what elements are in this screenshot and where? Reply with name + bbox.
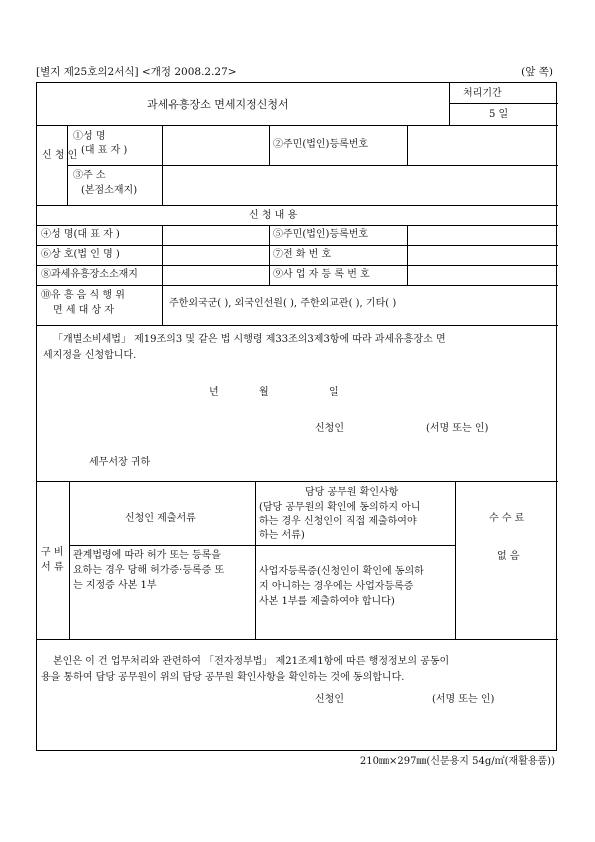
statement-sign[interactable]: (서명 또는 인) (426, 423, 489, 434)
addressee: 세무서장 귀하 (89, 457, 151, 468)
check-header-note-2: 하는 경우 신청인이 직접 제출하여야 (259, 516, 417, 527)
detail-name-field[interactable] (163, 226, 268, 244)
consent-applicant: 신청인 (315, 694, 344, 705)
detail-reg-field[interactable] (408, 226, 556, 244)
documents-section-label: 구 비 (41, 547, 64, 558)
statement-line-2: 세지정을 신청합니다. (43, 350, 137, 361)
exemption-target-label: ⑩유 흥 음 식 행 위 (41, 290, 125, 301)
fee-header: 수 수 료 (489, 513, 525, 524)
consent-sign[interactable]: (서명 또는 인) (432, 694, 495, 705)
business-number-label: ⑨사 업 자 등 록 번 호 (273, 269, 370, 280)
check-header-note-3: 하는 서류) (259, 530, 305, 541)
phone-field[interactable] (408, 246, 556, 264)
exemption-target-options[interactable]: 주한외국군( ), 외국인선원( ), 주한외교관( ), 기타( ) (169, 298, 397, 309)
details-heading: 신 청 내 용 (249, 210, 298, 221)
name-label-sub: (대 표 자 ) (81, 145, 128, 156)
address-label-sub: (본점소재지) (81, 185, 138, 196)
location-field[interactable] (163, 266, 268, 284)
submit-doc-line-1: 관계법령에 따라 허가 또는 등록을 (73, 550, 221, 561)
trade-name-label: ⑥상 호(법 인 명 ) (41, 249, 120, 260)
applicant-name-field[interactable] (163, 127, 268, 163)
form-number: [별지 제25호의2서식] <개정 2008.2.27> (36, 66, 237, 78)
page-side: (앞 쪽) (521, 66, 553, 78)
detail-reg-label: ⑤주민(법인)등록번호 (273, 229, 369, 240)
form-title: 과세유흥장소 면세지정신청서 (147, 98, 289, 111)
processing-period-value: 5 일 (489, 109, 509, 120)
submit-header: 신청인 제출서류 (125, 513, 196, 524)
check-doc-line-3: 사본 1부를 제출하여야 합니다) (259, 596, 395, 607)
check-doc-line-2: 지 아니하는 경우에는 사업자등록증 (259, 581, 414, 592)
trade-name-field[interactable] (163, 246, 268, 264)
applicant-reg-label: ②주민(법인)등록번호 (273, 139, 369, 150)
name-label: ①성 명 (73, 131, 106, 142)
submit-doc-line-3: 는 지정증 사본 1부 (73, 580, 157, 591)
statement-applicant: 신청인 (315, 423, 344, 434)
applicant-section-label: 신 청 인 (42, 150, 78, 161)
phone-label: ⑦전 화 번 호 (273, 249, 332, 260)
date-day: 일 (329, 387, 339, 398)
fee-value: 없 음 (497, 551, 520, 562)
documents-section-label-sub: 서 류 (41, 562, 64, 573)
address-label: ③주 소 (73, 170, 106, 181)
check-header: 담당 공무원 확인사항 (305, 487, 399, 498)
applicant-reg-field[interactable] (408, 127, 556, 163)
date-year: 년 (209, 387, 219, 398)
date-month: 월 (259, 387, 269, 398)
statement-line-1: 「개별소비세법」 제19조의3 및 같은 법 시행령 제33조의3제3항에 따라 과세유흥장소 면 (53, 334, 446, 345)
consent-line-2: 용을 통하여 담당 공무원이 위의 담당 공무원 확인사항을 확인하는 것에 동의합니다. (41, 672, 405, 683)
location-label: ⑧과세유흥장소소재지 (41, 269, 138, 280)
submit-doc-line-2: 요하는 경우 당해 허가증·등록증 또 (73, 565, 225, 576)
revision-note: <개정 2008.2.27> (141, 66, 237, 78)
form-header (36, 64, 559, 78)
check-header-note-1: (담당 공무원의 확인에 동의하지 아니 (259, 502, 421, 513)
check-doc-line-1: 사업자등록증(신청인이 확인에 동의하 (259, 566, 424, 577)
processing-period-label: 처리기간 (463, 88, 502, 99)
applicant-address-field[interactable] (163, 167, 556, 203)
exemption-target-label-sub: 면 세 대 상 자 (53, 305, 115, 316)
application-form (36, 82, 557, 751)
business-number-field[interactable] (408, 266, 556, 284)
paper-spec: 210㎜×297㎜(신문용지 54g/㎡(재활용품)) (359, 756, 555, 767)
consent-line-1: 본인은 이 건 업무처리와 관련하여 「전자정부법」 제21조제1항에 따른 행정정보의 공동이 (53, 656, 450, 667)
detail-name-label: ④성 명(대 표 자 ) (41, 229, 120, 240)
